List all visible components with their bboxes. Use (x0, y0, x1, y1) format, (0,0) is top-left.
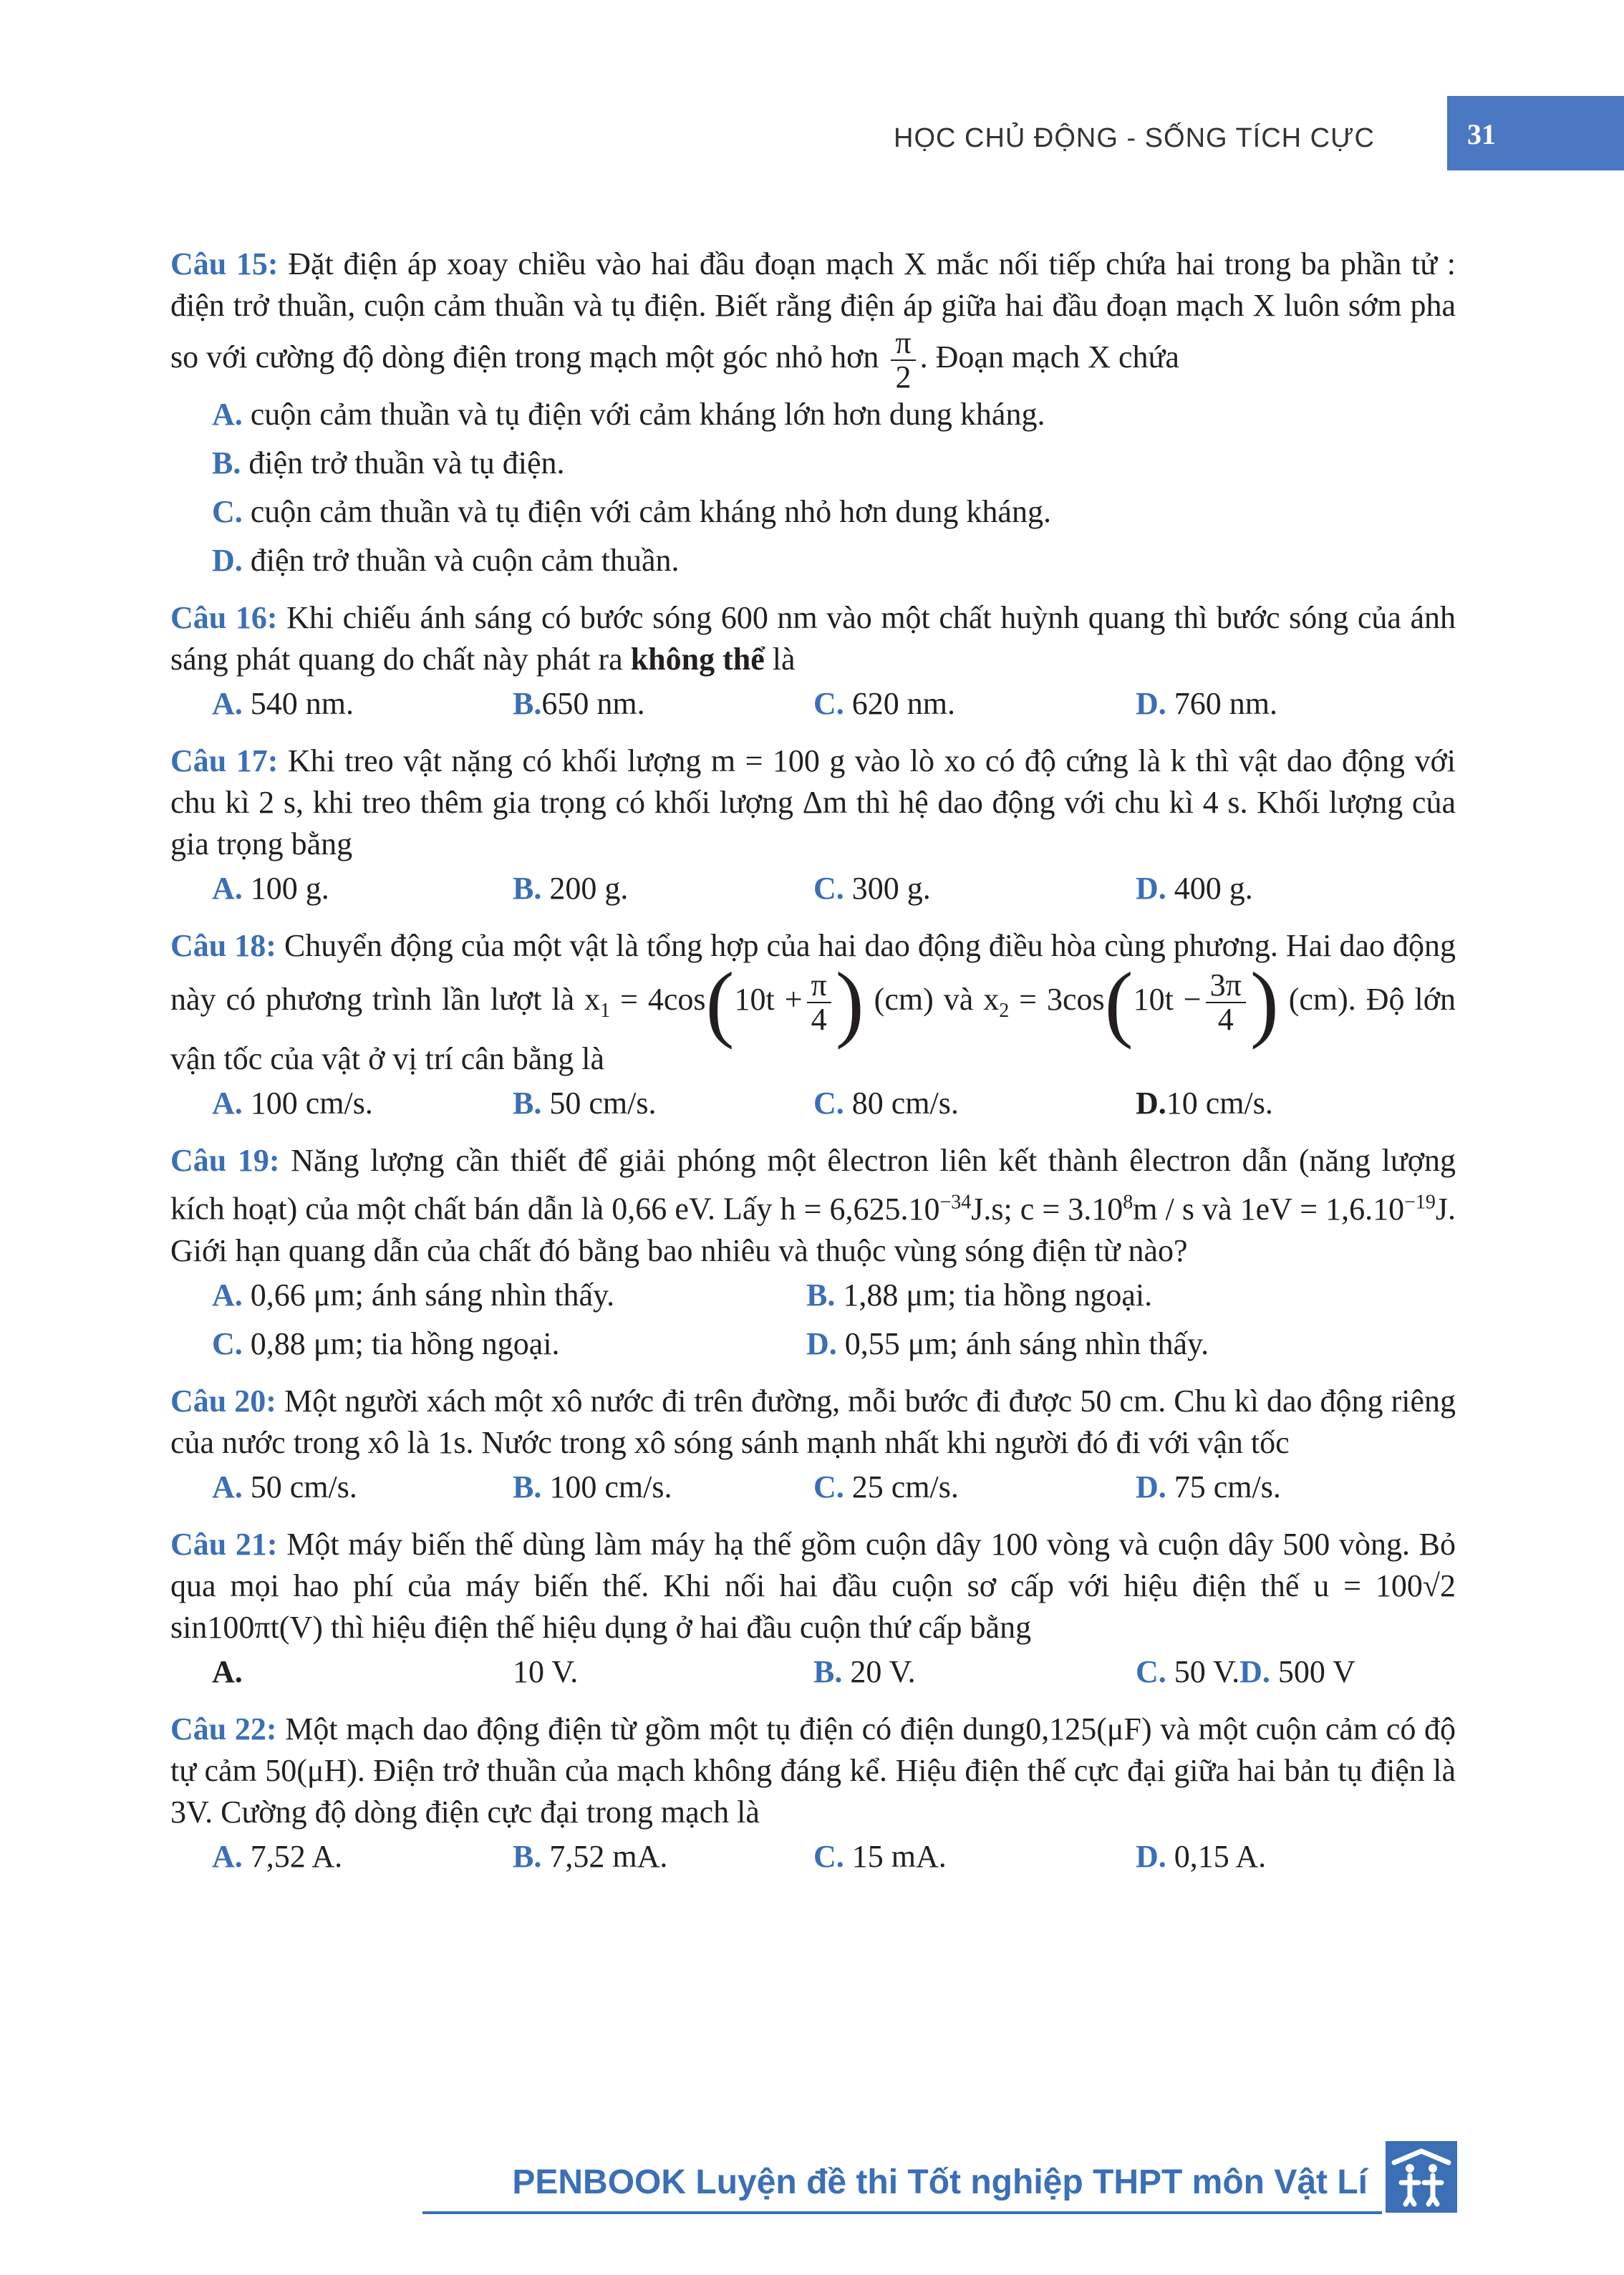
question-label: Câu 18: (170, 928, 276, 963)
option-a[interactable]: A. 100 g. (212, 871, 329, 906)
option-d[interactable]: D. 75 cm/s. (1136, 1469, 1281, 1504)
question-stem (170, 243, 1456, 394)
options (170, 868, 1456, 909)
question-15 (170, 243, 1456, 581)
question-20 (170, 1381, 1456, 1508)
options (170, 1275, 1456, 1365)
equation-x2: $x_2 = 3\cos(10t$ − $\frac{3\pi}{4}$ ) (983, 955, 1279, 1050)
capacitance: 0,125(μF) (1025, 1711, 1152, 1747)
option-c-d[interactable]: C. 50 V.D. 500 V (1136, 1653, 1355, 1689)
option-b[interactable]: B. 7,52 mA. (513, 1838, 668, 1874)
question-label: Câu 16: (170, 600, 278, 635)
question-16 (170, 597, 1456, 725)
question-label: Câu 19: (170, 1143, 280, 1178)
option-a[interactable]: A. cuộn cảm thuần và tụ điện với cảm kháng lớn hơn dung kháng. (212, 397, 1045, 432)
option-c[interactable]: C. cuộn cảm thuần và tụ điện với cảm kháng nhỏ hơn dung kháng. (212, 494, 1051, 529)
option-a[interactable]: A. 540 nm. (212, 686, 354, 721)
fraction-pi-over-2: $\frac{\pi}{2}$ (891, 327, 915, 394)
options (170, 1083, 1456, 1124)
option-b[interactable]: B.650 nm. (513, 686, 645, 721)
question-22 (170, 1709, 1456, 1878)
options (170, 683, 1456, 725)
option-d[interactable]: D. 0,55 μm; ánh sáng nhìn thấy. (806, 1325, 1209, 1361)
inductance: 50(μH) (265, 1752, 357, 1788)
question-text: Đặt điện áp xoay chiều vào hai đầu đoạn mạch X mắc nối tiếp chứa hai trong ba phần tử : điện trở thuần, cuộn cảm thuần và tụ điện. Biết rằng điện áp giữa hai đầu đoạn mạch X luôn sớm pha so với cường độ dòng điện trong mạch một góc nhỏ hơn (170, 246, 1456, 375)
question-stem: Câu 17: Khi treo vật nặng có khối lượng m = 100 g vào lò xo có độ cứng là k thì vật dao động với chu kì 2 s, khi treo thêm gia trọng có khối lượng Δm thì hệ dao động với chu kì 4 s. Khối lượng của gia trọng bằng (170, 743, 1456, 861)
question-stem: Câu 20: Một người xách một xô nước đi trên đường, mỗi bước đi được 50 cm. Chu kì dao động riêng của nước trong xô là 1s. Nước trong xô sóng sánh mạnh nhất khi người đó đi với vận tốc (170, 1383, 1456, 1460)
option-a[interactable]: A. (212, 1653, 243, 1689)
option-d[interactable]: D. 400 g. (1136, 871, 1253, 906)
option-a[interactable]: A. 100 cm/s. (212, 1086, 373, 1121)
options (170, 1836, 1456, 1878)
option-b[interactable]: B. 100 cm/s. (513, 1469, 672, 1504)
page-number-box (1447, 96, 1624, 170)
question-21 (170, 1524, 1456, 1693)
option-c[interactable]: C. 620 nm. (813, 686, 956, 721)
constant-ev: $1eV = 1,6.10^{-19}J$ (1239, 1191, 1448, 1227)
question-19 (170, 1140, 1456, 1365)
question-label: Câu 15: (170, 246, 279, 281)
option-c[interactable]: C. 15 mA. (813, 1838, 947, 1874)
option-c[interactable]: C. 300 g. (813, 871, 931, 906)
question-17 (170, 740, 1456, 909)
emphasis: không thể (630, 642, 765, 677)
question-label: Câu 21: (170, 1526, 278, 1562)
options (170, 1467, 1456, 1508)
option-b[interactable]: B. 20 V. (813, 1653, 916, 1689)
equation-u: u = 100√2 sin100πt(V) (170, 1568, 1456, 1645)
page-number: 31 (1467, 118, 1496, 150)
penbook-logo-icon (1386, 2141, 1457, 2213)
option-a[interactable]: A. 7,52 A. (212, 1838, 343, 1874)
question-label: Câu 20: (170, 1383, 276, 1419)
running-header: HỌC CHỦ ĐỘNG - SỐNG TÍCH CỰC (894, 123, 1375, 153)
option-b[interactable]: B. 50 cm/s. (513, 1086, 657, 1121)
options (170, 394, 1456, 581)
question-label: Câu 22: (170, 1711, 277, 1747)
option-b[interactable]: B. 200 g. (513, 871, 629, 906)
option-c[interactable]: C. 0,88 μm; tia hồng ngoại. (212, 1325, 560, 1361)
question-stem: Câu 16: Khi chiếu ánh sáng có bước sóng 600 nm vào một chất huỳnh quang thì bước sóng của ánh sáng phát quang do chất này phát ra không thể là (170, 600, 1456, 677)
option-d[interactable]: D. 760 nm. (1136, 686, 1278, 721)
question-18 (170, 925, 1456, 1124)
options (170, 1651, 1456, 1693)
question-label: Câu 17: (170, 743, 279, 778)
option-d[interactable]: D.10 cm/s. (1136, 1086, 1273, 1121)
logo-svg (1386, 2141, 1457, 2213)
option-b[interactable]: B. 1,88 μm; tia hồng ngoại. (806, 1277, 1153, 1313)
option-a[interactable]: A. 0,66 μm; ánh sáng nhìn thấy. (212, 1277, 615, 1313)
question-stem: Câu 18: Chuyển động của một vật là tổng hợp của hai dao động điều hòa cùng phương. Hai dao động này có phương trình lần lượt là $x_1 = 4\cos(10t$ + $\frac{\pi}{4}$ ) (cm) và $x_2 = 3\cos(10t$ − $\frac{3\pi}{4}$ ) (cm). Độ lớn vận tốc của vật ở vị trí cân bằng là (170, 928, 1456, 1076)
option-a-value: 10 V. (513, 1653, 579, 1689)
footer-title: PENBOOK Luyện đề thi Tốt nghiệp THPT môn Vật Lí (512, 2163, 1368, 2201)
option-b[interactable]: B. điện trở thuần và tụ điện. (212, 445, 565, 480)
equation-x1: $x_1 = 4\cos(10t$ + $\frac{\pi}{4}$ ) (584, 955, 864, 1050)
question-stem: Câu 21: Một máy biến thế dùng làm máy hạ thế gồm cuộn dây 100 vòng và cuộn dây 500 vòng. Bỏ qua mọi hao phí của máy biến thế. Khi nối hai đầu cuộn sơ cấp với hiệu điện thế u = 100√2 sin100πt(V) thì hiệu điện thế hiệu dụng ở hai đầu cuộn thứ cấp bằng (170, 1526, 1456, 1645)
footer-divider (422, 2211, 1382, 2214)
question-list (170, 243, 1456, 1893)
option-a[interactable]: A. 50 cm/s. (212, 1469, 357, 1504)
question-stem: Câu 22: Một mạch dao động điện từ gồm một tụ điện có điện dung0,125(μF) và một cuộn cảm có độ tự cảm 50(μH). Điện trở thuần của mạch không đáng kể. Hiệu điện thế cực đại giữa hai bản tụ điện là 3V. Cường độ dòng điện cực đại trong mạch là (170, 1711, 1456, 1830)
option-c[interactable]: C. 80 cm/s. (813, 1086, 959, 1121)
option-d[interactable]: D. điện trở thuần và cuộn cảm thuần. (212, 543, 680, 578)
question-stem: Câu 19: Năng lượng cần thiết để giải phóng một êlectron liên kết thành êlectron dẫn (năng lượng kích hoạt) của một chất bán dẫn là 0,66 eV. Lấy $h = 6,625.10^{-34}J.s$; $c = 3.10^8m / s$ và $1eV = 1,6.10^{-19}J$. Giới hạn quang dẫn của chất đó bằng bao nhiêu và thuộc vùng sóng điện từ nào? (170, 1143, 1456, 1268)
constant-h: $h = 6,625.10^{-34}J.s$; $c = 3.10^8m / s$ và (780, 1191, 1232, 1227)
option-d[interactable]: D. 0,15 A. (1136, 1838, 1267, 1874)
question-text: . Đoạn mạch X chứa (919, 339, 1179, 375)
option-c[interactable]: C. 25 cm/s. (813, 1469, 959, 1504)
